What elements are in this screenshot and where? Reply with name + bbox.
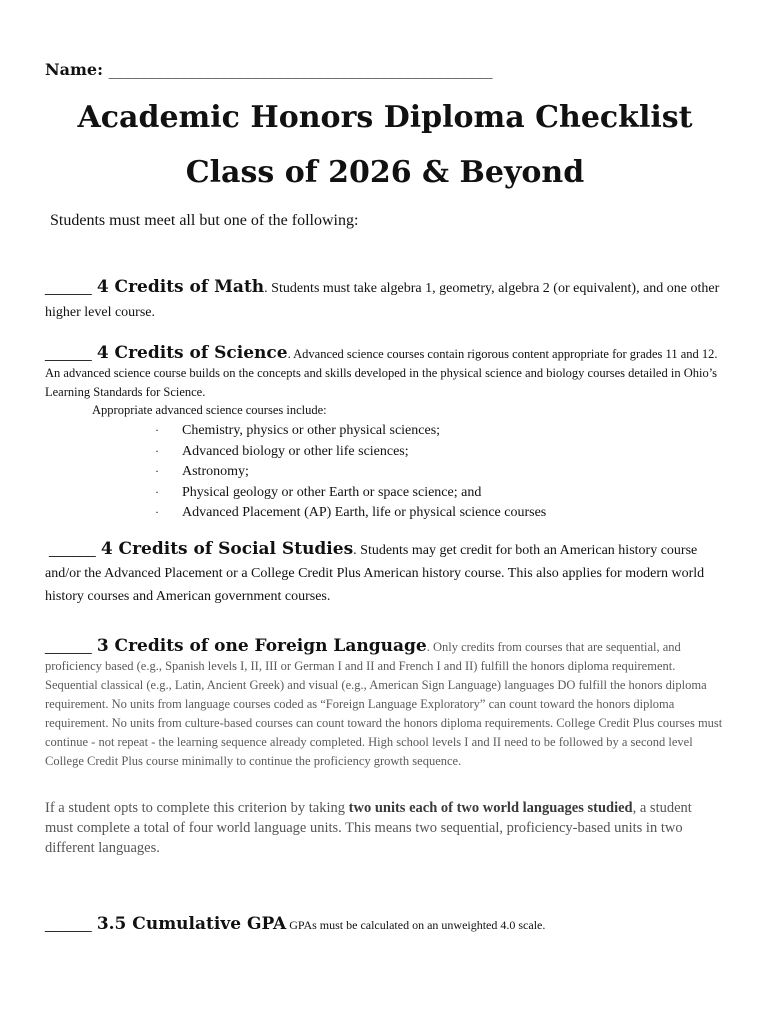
course-label: Advanced Placement (AP) Earth, life or physical science courses bbox=[182, 505, 547, 520]
name-field bbox=[45, 60, 493, 79]
course-label: Advanced biology or other life sciences; bbox=[182, 443, 409, 459]
bullet-icon: · bbox=[155, 484, 159, 499]
science-heading: 4 Credits of Science bbox=[96, 343, 288, 363]
math-description: . Students must take algebra 1, geometry, algebra 2 (or equivalent), and one other higher level course. bbox=[45, 281, 720, 320]
math-heading: 4 Credits of Math bbox=[96, 277, 265, 297]
gpa-checkbox-blank: ______ bbox=[45, 916, 92, 932]
bullet-icon: · bbox=[155, 443, 159, 458]
social-studies-checkbox-blank: ______ bbox=[49, 541, 96, 557]
two-languages-note bbox=[45, 798, 715, 858]
science-course-list bbox=[155, 420, 546, 523]
name-blank-line: ________________________________________________ bbox=[108, 60, 493, 79]
intro-text: Students must meet all but one of the following: bbox=[50, 212, 359, 229]
gpa-heading: 3.5 Cumulative GPA bbox=[96, 914, 287, 934]
name-label: Name: bbox=[45, 60, 104, 79]
math-requirement bbox=[45, 276, 725, 324]
list-item bbox=[155, 482, 546, 503]
foreign-language-heading: 3 Credits of one Foreign Language bbox=[96, 636, 427, 656]
page-subtitle: Class of 2026 & Beyond bbox=[185, 155, 585, 190]
foreign-language-checkbox-blank: ______ bbox=[45, 638, 92, 654]
science-description: . Advanced science courses contain rigorous content appropriate for grades 11 and 12. An advanced science course builds on the concepts and skills developed in the physical science and biology courses detailed in Ohio’s Learning Standards for Science. bbox=[45, 347, 718, 399]
foreign-language-description: . Only credits from courses that are sequential, and proficiency based (e.g., Spanish levels I, II, III or German I and II and French I and II) fulfill the honors diploma requirement. Sequential classical (e.g., Latin, Ancient Greek) and visual (e.g., American Sign Language) languages DO fulfill the honors diploma requirement. No units from language courses coded as “Foreign Language Exploratory” can count toward the honors diploma requirement. No units from culture-based courses can count toward the honors diploma requirements. College Credit Plus courses must continue - not repeat - the learning sequence already completed. High school levels I and II need to be followed by a second level College Credit Plus course minimally to continue the proficiency growth sequence. bbox=[45, 640, 723, 768]
gpa-requirement bbox=[45, 912, 725, 937]
bullet-icon: · bbox=[155, 464, 159, 478]
gpa-description: GPAs must be calculated on an unweighted 4.0 scale. bbox=[286, 918, 546, 932]
course-label: Physical geology or other Earth or space science; and bbox=[182, 484, 482, 500]
science-subheading: Appropriate advanced science courses include: bbox=[92, 403, 327, 417]
social-studies-heading: 4 Credits of Social Studies bbox=[100, 539, 354, 559]
list-item bbox=[155, 461, 546, 482]
course-label: Astronomy; bbox=[182, 464, 249, 479]
two-languages-emphasis: two units each of two world languages studied bbox=[348, 800, 633, 816]
two-languages-prefix: If a student opts to complete this criterion by taking bbox=[45, 800, 349, 816]
list-item bbox=[155, 420, 546, 441]
science-requirement bbox=[45, 344, 725, 401]
bullet-icon: · bbox=[155, 505, 159, 519]
course-label: Chemistry, physics or other physical sciences; bbox=[182, 423, 441, 438]
social-studies-description: . Students may get credit for both an American history course and/or the Advanced Placement or a College Credit Plus American history course. This also applies for modern world history courses and American government courses. bbox=[45, 543, 705, 604]
two-languages-suffix: , a student must complete a total of four world language units. This means two sequential, proficiency-based units in two different languages. bbox=[45, 800, 692, 856]
math-checkbox-blank: ______ bbox=[45, 279, 92, 295]
list-item bbox=[155, 441, 546, 462]
science-checkbox-blank: ______ bbox=[45, 345, 92, 361]
list-item bbox=[155, 502, 546, 523]
social-studies-requirement bbox=[45, 538, 725, 607]
bullet-icon: · bbox=[155, 423, 159, 437]
foreign-language-requirement bbox=[45, 637, 725, 770]
page-title: Academic Honors Diploma Checklist bbox=[77, 100, 693, 135]
